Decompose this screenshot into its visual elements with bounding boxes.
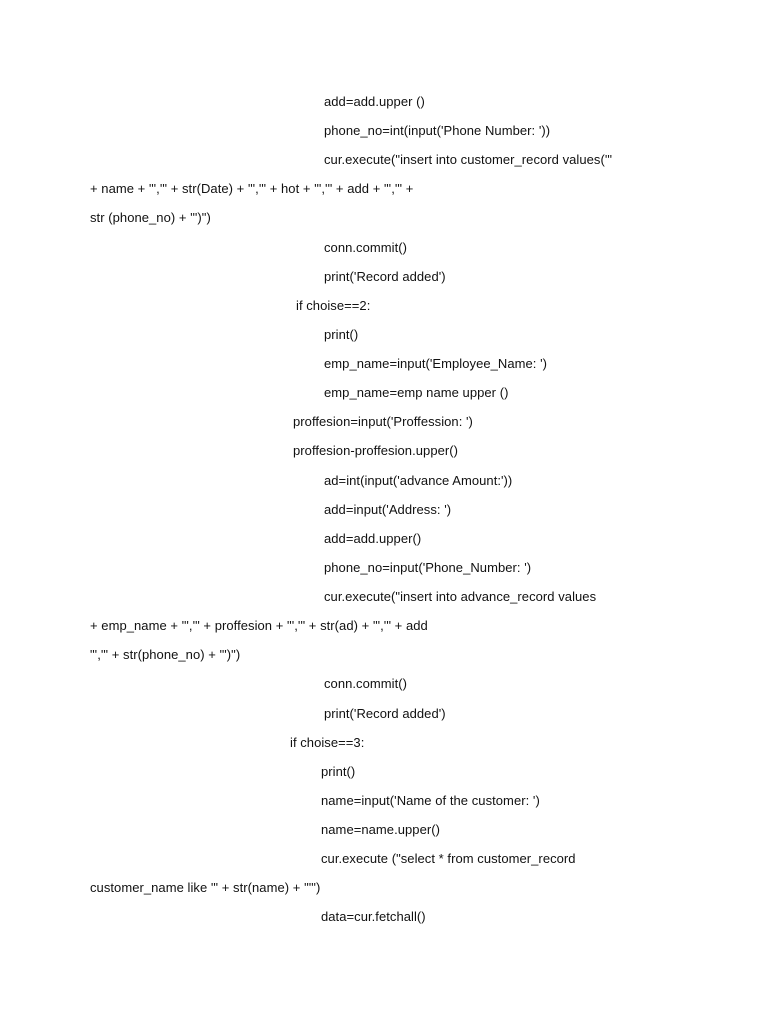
- code-line: phone_no=int(input('Phone Number: ')): [324, 123, 551, 138]
- code-line: name=input('Name of the customer: '): [321, 793, 540, 808]
- code-line: print('Record added'): [324, 269, 446, 284]
- code-line: print(): [321, 764, 356, 779]
- code-line: if choise==3:: [290, 735, 365, 750]
- code-line: ad=int(input('advance Amount:')): [324, 473, 513, 488]
- code-line: print('Record added'): [324, 706, 446, 721]
- code-line: add=add.upper(): [324, 531, 422, 546]
- code-line: add=input('Address: '): [324, 502, 452, 517]
- code-line: + name + "','" + str(Date) + "','" + hot + "','" + add + "','" +: [90, 181, 414, 196]
- code-line: conn.commit(): [324, 240, 407, 255]
- code-line: emp_name=emp name upper (): [324, 385, 509, 400]
- code-line: customer_name like '" + str(name) + "'"): [90, 880, 321, 895]
- code-line: cur.execute("insert into customer_record values('": [324, 152, 613, 167]
- code-line: proffesion-proffesion.upper(): [293, 443, 459, 458]
- code-line: print(): [324, 327, 359, 342]
- code-line: cur.execute("insert into advance_record values: [324, 589, 597, 604]
- code-line: if choise==2:: [296, 298, 371, 313]
- code-line: + emp_name + "','" + proffesion + "','" + str(ad) + "','" + add: [90, 618, 428, 633]
- code-line: proffesion=input('Proffession: '): [293, 414, 473, 429]
- code-line: "','" + str(phone_no) + "')"): [90, 647, 241, 662]
- code-line: add=add.upper (): [324, 94, 425, 109]
- code-line: cur.execute ("select * from customer_record: [321, 851, 576, 866]
- code-line: name=name.upper(): [321, 822, 440, 837]
- code-line: phone_no=input('Phone_Number: '): [324, 560, 532, 575]
- code-line: conn.commit(): [324, 676, 407, 691]
- code-line: emp_name=input('Employee_Name: '): [324, 356, 548, 371]
- code-line: data=cur.fetchall(): [321, 909, 426, 924]
- code-line: str (phone_no) + "')"): [90, 210, 211, 225]
